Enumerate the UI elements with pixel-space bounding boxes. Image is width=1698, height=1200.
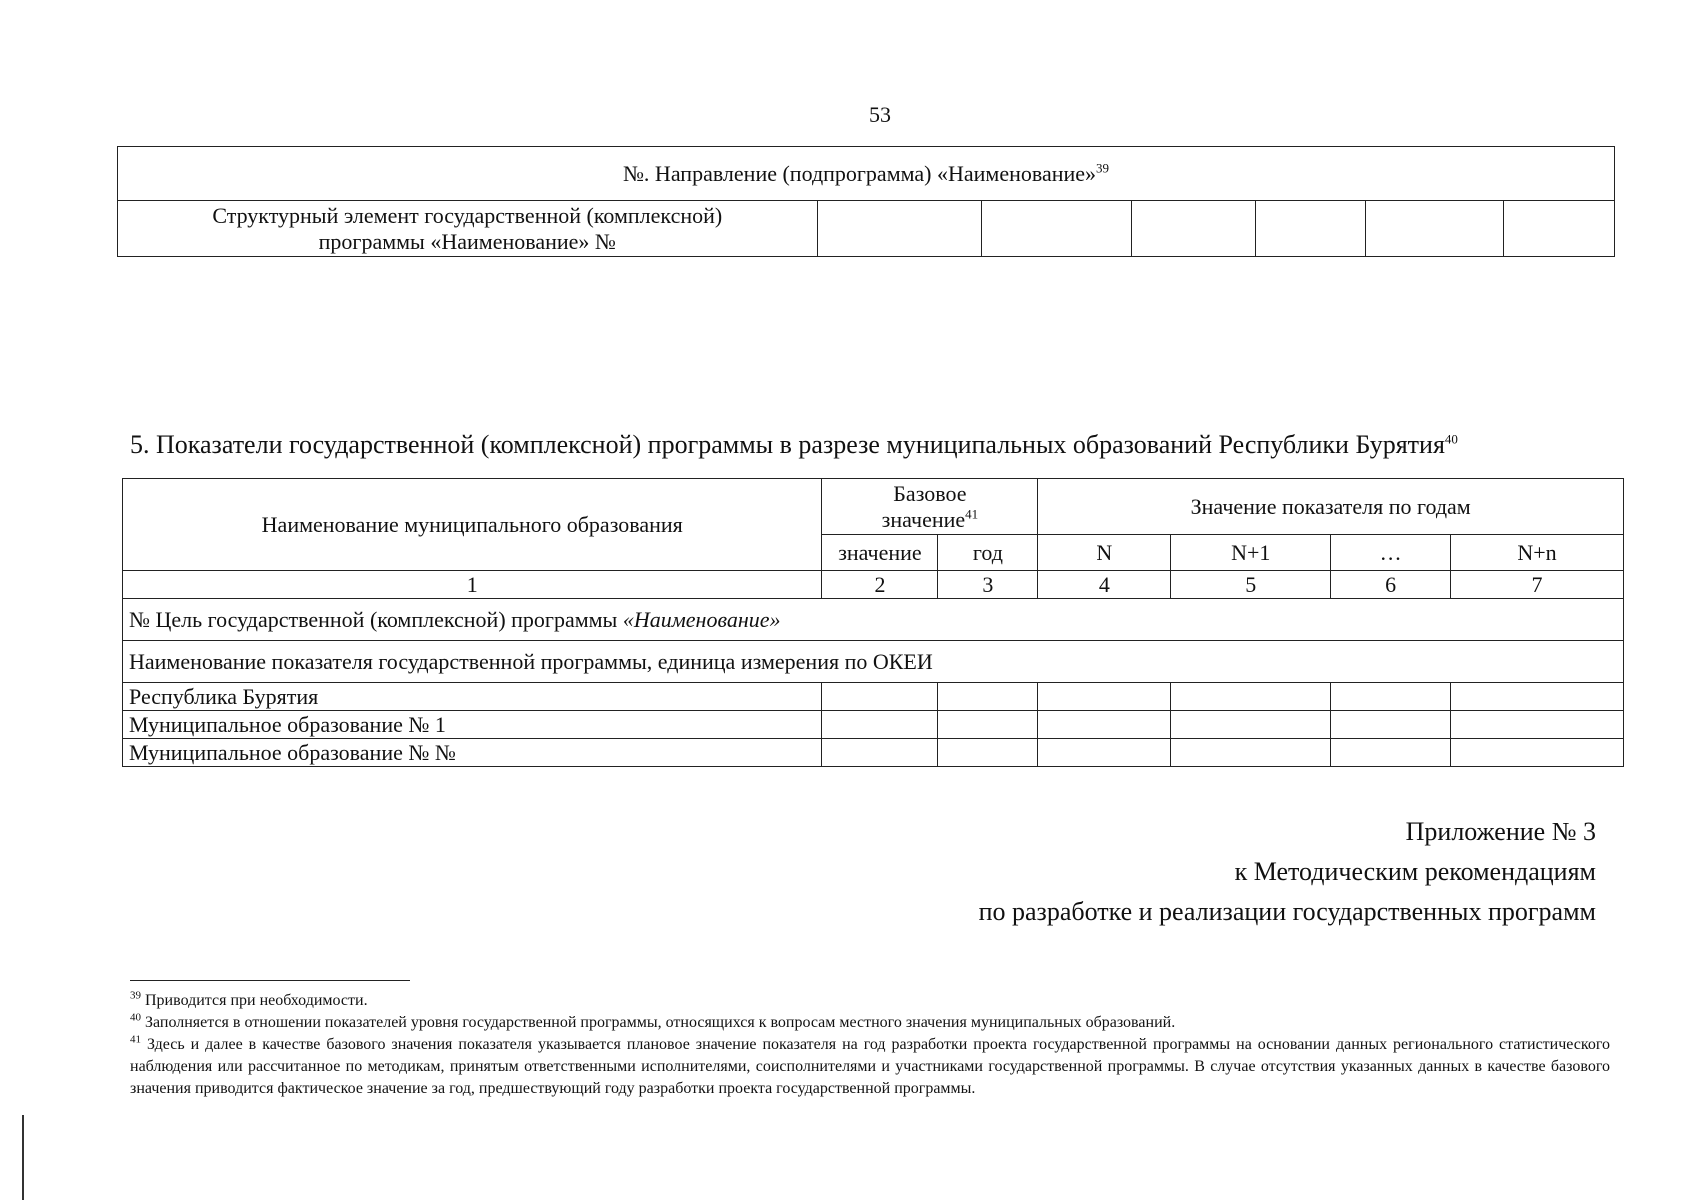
empty-cell (982, 201, 1132, 257)
empty-cell (1171, 711, 1331, 739)
footnotes (130, 990, 1610, 1100)
year-n-header: N (1038, 535, 1171, 571)
empty-cell (1331, 683, 1451, 711)
direction-header-cell (118, 147, 1615, 201)
empty-cell (1331, 739, 1451, 767)
municipality-header: Наименование муниципального образования (123, 479, 822, 571)
goal-row-name: «Наименование» (622, 606, 781, 632)
column-number-6: 6 (1331, 571, 1451, 599)
direction-header-text: №. Направление (подпрограмма) «Наименование» (622, 160, 1097, 186)
structural-element-cell (118, 201, 818, 257)
empty-cell (1451, 683, 1624, 711)
footnote-ref-41: 41 (965, 506, 979, 522)
empty-cell (1451, 711, 1624, 739)
empty-cell (822, 711, 938, 739)
footnote-ref-39: 39 (1096, 160, 1110, 176)
empty-cell (1366, 201, 1504, 257)
footnote-separator (130, 980, 410, 981)
footnote-text: Здесь и далее в качестве базового значения показателя указывается плановое значение показателя на год разработки проекта государственной программы на основании данных регионального статистического наблюдения или рассчитанное по методикам, принятым ответственными исполнителями, соисполнителями и участниками государственной программы. В случае отсутствия указанных данных в качестве базового значения приводится фактическое значение за год, предшествующий году разработки проекта государственной программы. (130, 1036, 1611, 1097)
appendix-subtitle-2: по разработке и реализации государственных программ (978, 897, 1596, 926)
column-number-3: 3 (938, 571, 1038, 599)
column-number-4: 4 (1038, 571, 1171, 599)
empty-cell (1171, 683, 1331, 711)
year-n1-header: N+1 (1171, 535, 1331, 571)
section-title-text: 5. Показатели государственной (комплексной) программы в разрезе муниципальных образований Республики Бурятия (130, 430, 1445, 459)
empty-cell (1256, 201, 1366, 257)
base-year-subheader: год (938, 535, 1038, 571)
structural-element-line2: программы «Наименование» № (318, 228, 616, 254)
empty-cell (1331, 711, 1451, 739)
section-title (130, 430, 1458, 460)
empty-cell (1451, 739, 1624, 767)
base-value-header-line2: значение (881, 506, 966, 532)
empty-cell (938, 711, 1038, 739)
footnote-40 (130, 1012, 1610, 1034)
appendix-subtitle: к Методическим рекомендациям (1234, 857, 1596, 886)
footnote-ref-40: 40 (1444, 431, 1458, 447)
footnote-text: Заполняется в отношении показателей уровня государственной программы, относящихся к вопросам местного значения муниципальных образований. (145, 1014, 1176, 1031)
appendix-title: Приложение № 3 (1405, 817, 1596, 846)
base-value-header (822, 479, 1038, 535)
footnote-41 (130, 1034, 1610, 1100)
structure-table (117, 146, 1615, 257)
structural-element-line1: Структурный элемент государственной (комплексной) (212, 202, 723, 228)
year-nn-header: N+n (1451, 535, 1624, 571)
empty-cell (1038, 739, 1171, 767)
column-number-5: 5 (1171, 571, 1331, 599)
footnote-39 (130, 990, 1610, 1012)
empty-cell (938, 683, 1038, 711)
table-row (123, 683, 1624, 711)
empty-cell (817, 201, 982, 257)
goal-row (123, 599, 1624, 641)
column-number-1: 1 (123, 571, 822, 599)
indicators-table (122, 478, 1624, 767)
years-header: Значение показателя по годам (1038, 479, 1624, 535)
base-value-header-line1: Базовое (893, 480, 967, 506)
goal-row-text: № Цель государственной (комплексной) программы (129, 606, 623, 632)
appendix-block (979, 812, 1596, 932)
empty-cell (822, 683, 938, 711)
column-number-2: 2 (822, 571, 938, 599)
scan-margin-line (22, 1115, 24, 1200)
empty-cell (1038, 683, 1171, 711)
table-row (123, 739, 1624, 767)
table-row (123, 711, 1624, 739)
empty-cell (1504, 201, 1615, 257)
footnote-number: 41 (130, 1033, 141, 1046)
empty-cell (938, 739, 1038, 767)
empty-cell (1038, 711, 1171, 739)
municipality-name: Муниципальное образование № 1 (123, 711, 822, 739)
base-value-subheader: значение (822, 535, 938, 571)
footnote-text: Приводится при необходимости. (145, 992, 368, 1009)
page-number: 53 (869, 102, 891, 127)
column-number-7: 7 (1451, 571, 1624, 599)
footnote-number: 39 (130, 989, 141, 1002)
footnote-number: 40 (130, 1011, 141, 1024)
empty-cell (1171, 739, 1331, 767)
empty-cell (822, 739, 938, 767)
year-ellipsis-header: … (1331, 535, 1451, 571)
municipality-name: Муниципальное образование № № (123, 739, 822, 767)
empty-cell (1132, 201, 1256, 257)
indicator-row: Наименование показателя государственной программы, единица измерения по ОКЕИ (123, 641, 1624, 683)
municipality-name: Республика Бурятия (123, 683, 822, 711)
